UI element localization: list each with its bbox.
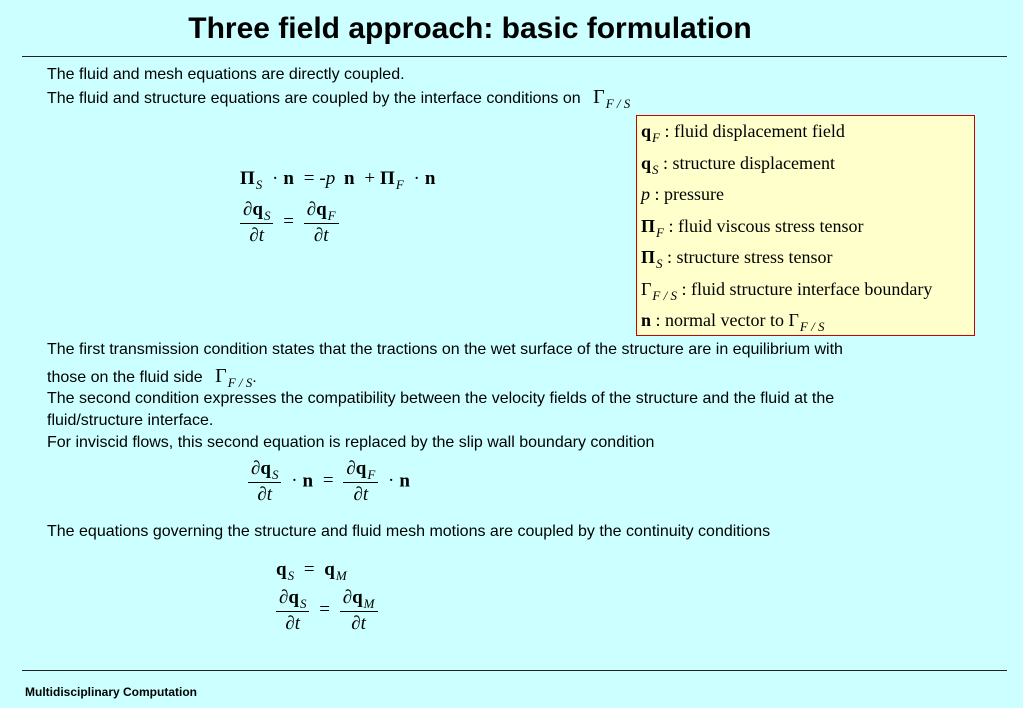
traction-equation: $\Pi_S \cdot n = -p$ $n + \Pi_F \cdot n$ (240, 168, 436, 192)
gamma-symbol: Γ (215, 365, 227, 387)
continuity-velocity-equation: $\frac{\partial q_S}{\partial t}$ = $\frac{\partial q_M}{\partial t}$ (276, 588, 378, 634)
legend-row: $\Gamma_{F / S}$ : fluid structure interface boundary (641, 278, 933, 303)
legend-row: $\Pi_F$ : fluid viscous stress tensor (641, 215, 864, 240)
paragraph-inviscid: For inviscid flows, this second equation is replaced by the slip wall boundary condition (47, 434, 655, 451)
footer-label: Multidisciplinary Computation (25, 685, 198, 699)
slide-title: Three field approach: basic formulation (188, 12, 752, 45)
symbol-legend (636, 115, 975, 336)
paragraph-traction-1: The first transmission condition states that the tractions on the wet surface of the structure are in equilibrium with (47, 341, 843, 358)
legend-row: $q_F$ : fluid displacement field (641, 121, 845, 145)
intro-line-2 (47, 86, 630, 110)
paragraph-traction-2: those on the fluid side $\Gamma_{F / S}$. (47, 365, 257, 390)
top-divider (22, 56, 1007, 57)
gamma-subscript: F / S (605, 96, 631, 111)
legend-row: p : pressure (641, 184, 724, 204)
gamma-symbol: Γ (593, 86, 605, 108)
intro-line-2-text: The fluid and structure equations are coupled by the interface conditions on (47, 90, 581, 107)
intro-line-1: The fluid and mesh equations are directly coupled. (47, 66, 405, 83)
legend-row: n : normal vector to $\Gamma_{F / S}$ (641, 310, 825, 334)
bottom-divider (22, 670, 1007, 671)
slip-wall-equation: $\frac{\partial q_S}{\partial t}$ · n = $\frac{\partial q_F}{\partial t}$ · n (248, 459, 410, 505)
legend-row: $\Pi_S$ : structure stress tensor (641, 247, 833, 271)
legend-row: $q_S$ : structure displacement (641, 152, 835, 177)
velocity-compatibility-equation: $\frac{\partial q_S}{\partial t}$ = $\frac{\partial q_F}{\partial t}$ (240, 200, 339, 246)
paragraph-compat-2: fluid/structure interface. (47, 412, 214, 429)
paragraph-compat-1: The second condition expresses the compatibility between the velocity fields of the structure and the fluid at the (47, 390, 835, 407)
paragraph-continuity: The equations governing the structure and fluid mesh motions are coupled by the continuity conditions (47, 523, 771, 540)
continuity-equation: $q_S = q_M$ (276, 559, 347, 583)
